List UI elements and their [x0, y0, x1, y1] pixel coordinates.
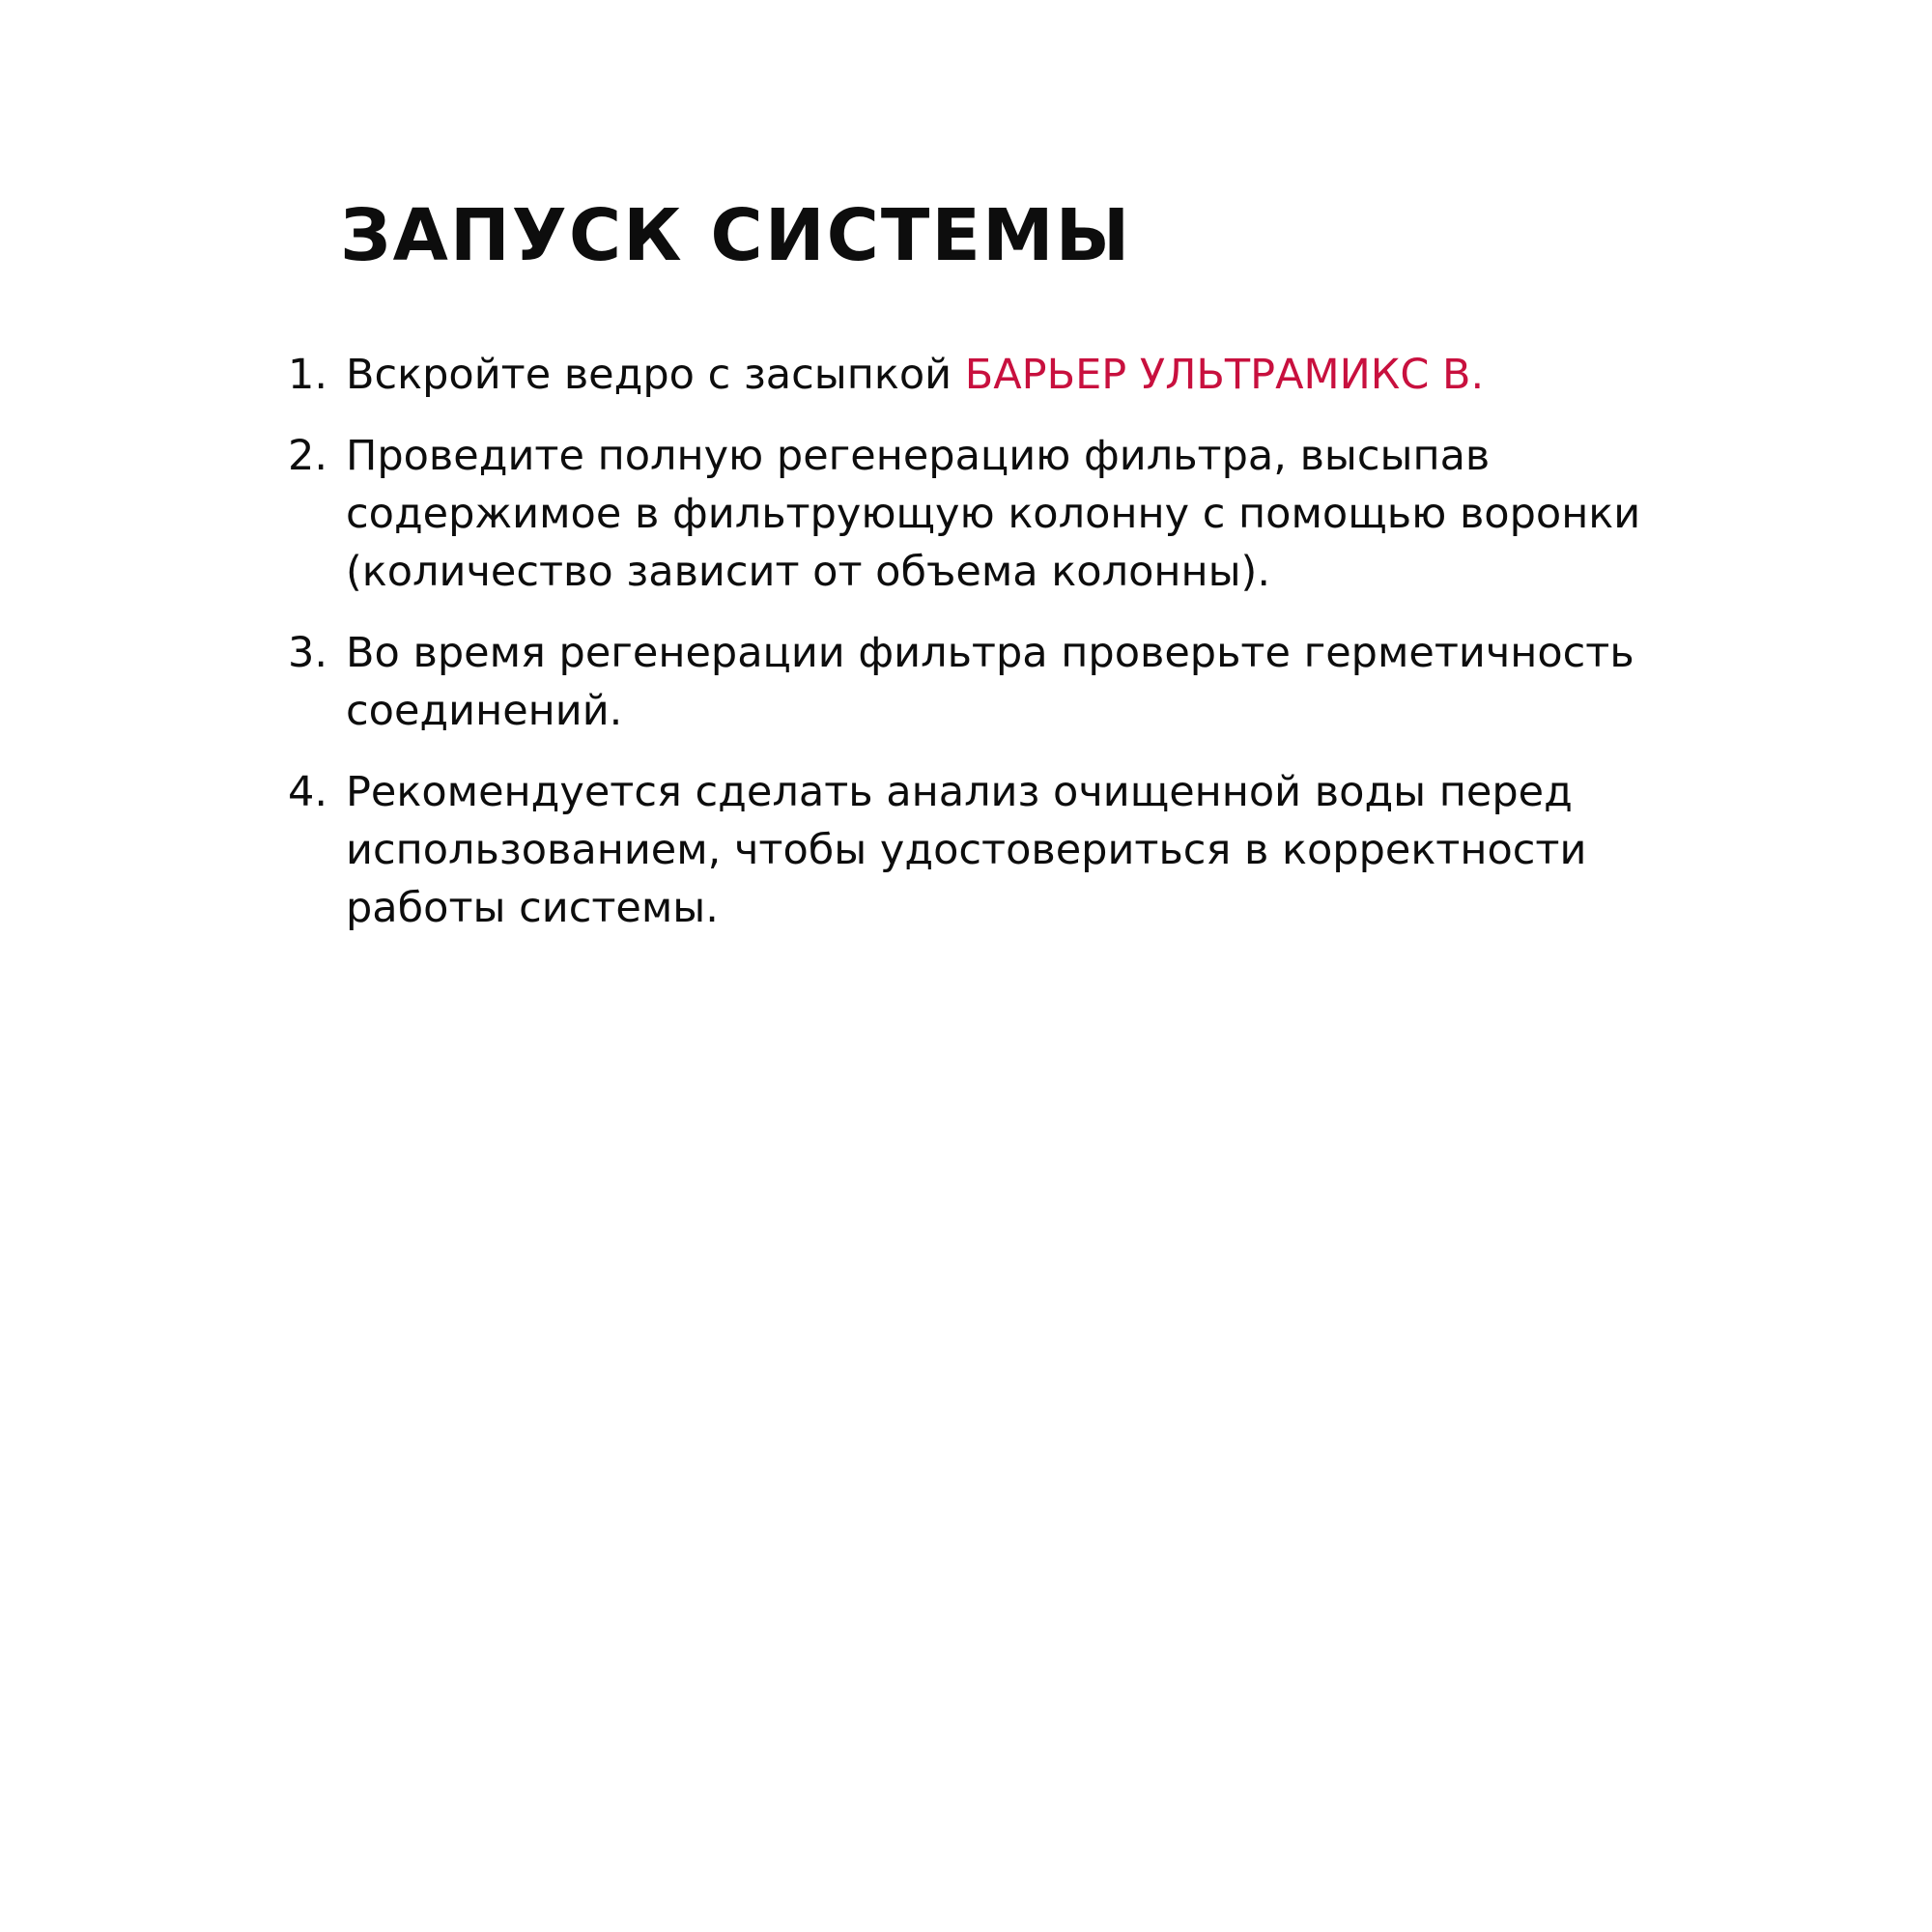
- product-name-highlight: БАРЬЕР УЛЬТРАМИКС В.: [964, 351, 1485, 399]
- list-item: [288, 427, 1698, 601]
- list-item: [288, 624, 1698, 740]
- step-number: 1.: [288, 351, 328, 399]
- page-title: ЗАПУСК СИСТЕМЫ: [340, 194, 1132, 277]
- list-item: [288, 346, 1698, 404]
- step-text-plain: Вскройте ведро с засыпкой: [346, 351, 965, 399]
- step-text: Во время регенерации фильтра проверьте герметичность соединений.: [346, 629, 1634, 735]
- step-number: 4.: [288, 768, 328, 816]
- step-text: [346, 346, 1698, 404]
- steps-list: [288, 346, 1698, 960]
- list-item: [288, 763, 1698, 937]
- step-text: Проведите полную регенерацию фильтра, высыпав содержимое в фильтрующую колонну с помощью воронки (количество зависит от объема колонны).: [346, 432, 1641, 596]
- step-number: 3.: [288, 629, 328, 677]
- step-text: Рекомендуется сделать анализ очищенной воды перед использованием, чтобы удостовериться в корректности работы системы.: [346, 768, 1587, 932]
- step-number: 2.: [288, 432, 328, 480]
